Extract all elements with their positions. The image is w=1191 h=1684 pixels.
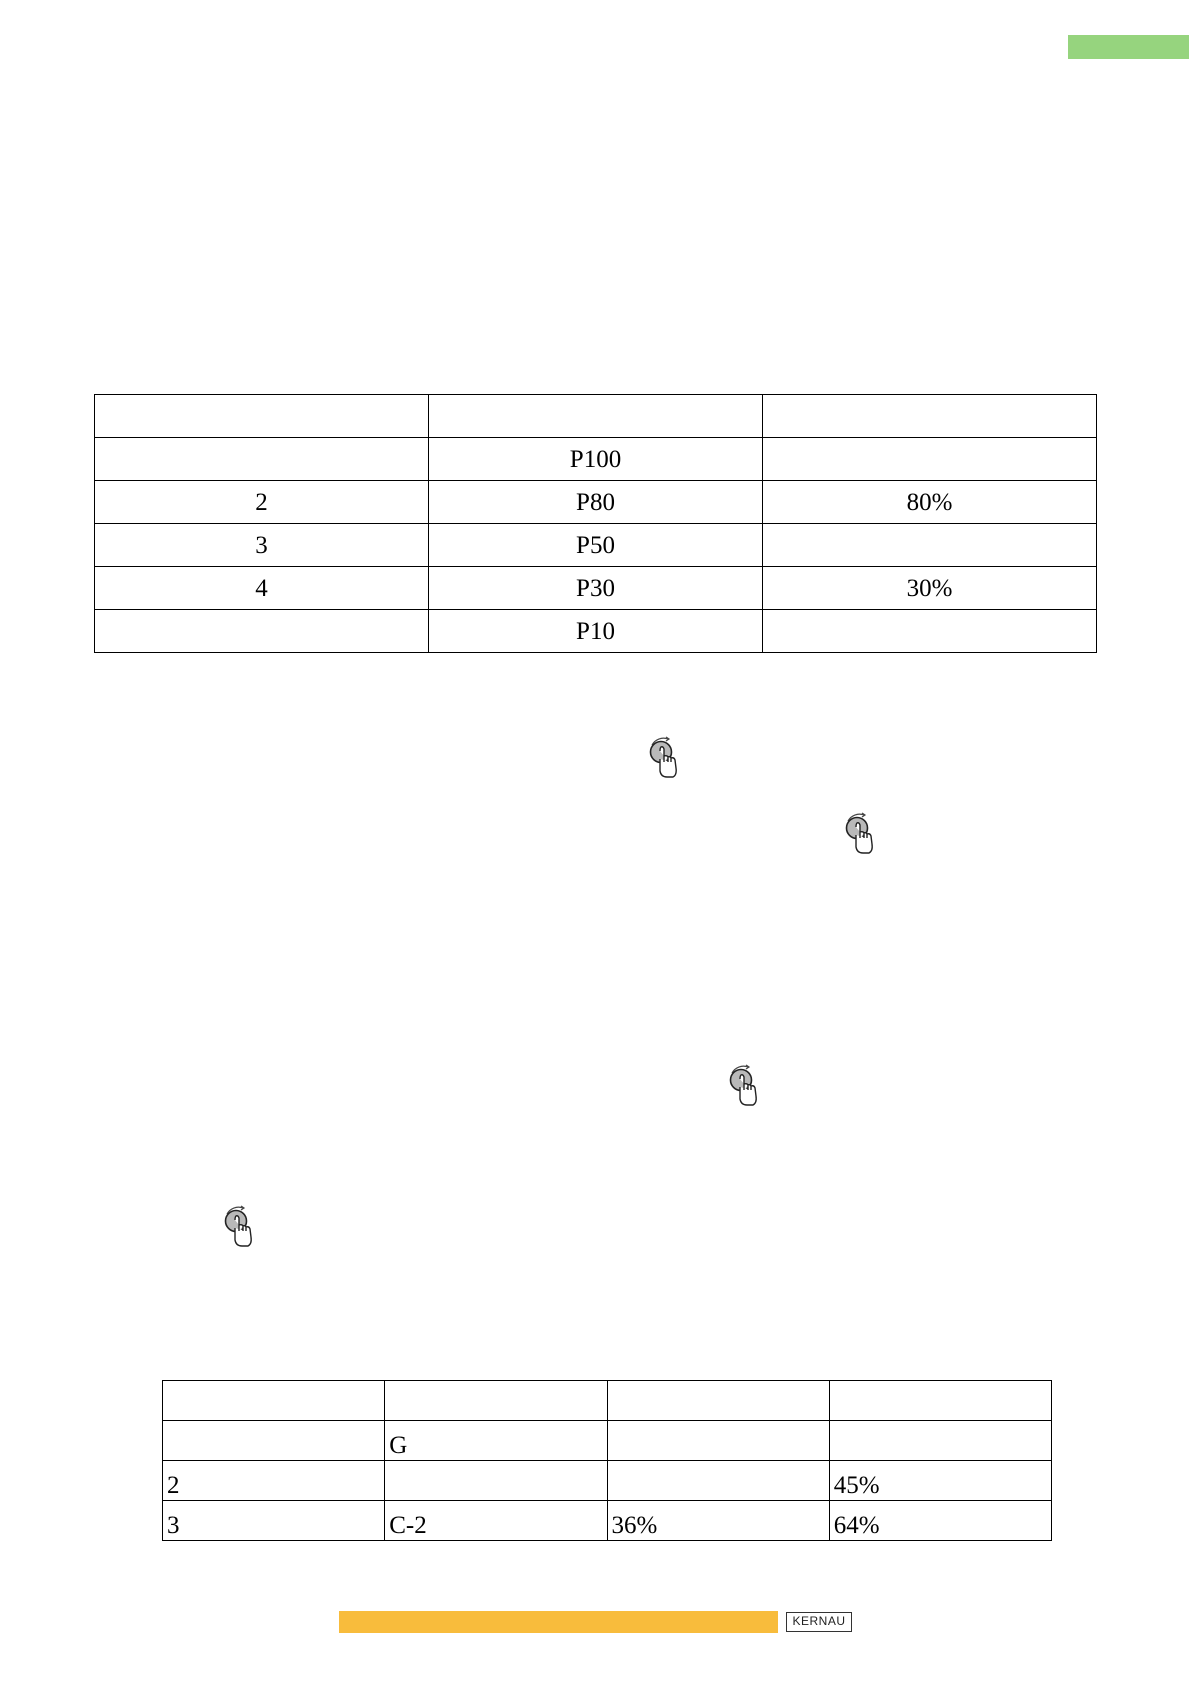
table-cell: 3 — [95, 524, 429, 567]
table-row — [163, 1381, 1052, 1421]
table-cell — [763, 610, 1097, 653]
table-cell — [95, 610, 429, 653]
table-row — [163, 1501, 1052, 1541]
table-cell: 4 — [95, 567, 429, 610]
table-row — [95, 610, 1097, 653]
table-cell — [95, 395, 429, 438]
table-cell — [429, 395, 763, 438]
table-row — [95, 395, 1097, 438]
table-cell: 2 — [95, 481, 429, 524]
table-row — [95, 524, 1097, 567]
table-cell — [763, 438, 1097, 481]
table-row — [95, 567, 1097, 610]
knob-press-icon — [726, 1063, 762, 1107]
table-cell: P80 — [429, 481, 763, 524]
table-row — [163, 1461, 1052, 1501]
grill-combination-table — [162, 1380, 1052, 1541]
table-cell: G — [385, 1421, 607, 1461]
table-row — [163, 1421, 1052, 1461]
table-cell: 64% — [829, 1501, 1051, 1541]
table-cell — [607, 1461, 829, 1501]
table-cell: 2 — [163, 1461, 385, 1501]
table-cell: 80% — [763, 481, 1097, 524]
table-cell: 3 — [163, 1501, 385, 1541]
table-cell — [163, 1381, 385, 1421]
table-cell: P10 — [429, 610, 763, 653]
table-cell — [763, 524, 1097, 567]
table-row — [95, 438, 1097, 481]
table-row — [95, 481, 1097, 524]
table-cell — [763, 395, 1097, 438]
table-cell — [385, 1461, 607, 1501]
table-cell: 36% — [607, 1501, 829, 1541]
table-cell — [829, 1421, 1051, 1461]
knob-press-icon — [221, 1204, 257, 1248]
brand-logo: KERNAU — [786, 1612, 852, 1632]
table-cell: P100 — [429, 438, 763, 481]
table-cell: 30% — [763, 567, 1097, 610]
microwave-power-table — [94, 394, 1097, 653]
table-cell: P30 — [429, 567, 763, 610]
table-cell: C-2 — [385, 1501, 607, 1541]
table-cell: P50 — [429, 524, 763, 567]
knob-press-icon — [842, 811, 878, 855]
table-cell — [829, 1381, 1051, 1421]
footer-bar — [339, 1611, 778, 1633]
knob-press-icon — [646, 735, 682, 779]
table-cell — [607, 1421, 829, 1461]
table-cell — [385, 1381, 607, 1421]
section-tab-marker — [1068, 35, 1189, 59]
table-cell — [163, 1421, 385, 1461]
table-cell: 45% — [829, 1461, 1051, 1501]
table-cell — [95, 438, 429, 481]
table-cell — [607, 1381, 829, 1421]
